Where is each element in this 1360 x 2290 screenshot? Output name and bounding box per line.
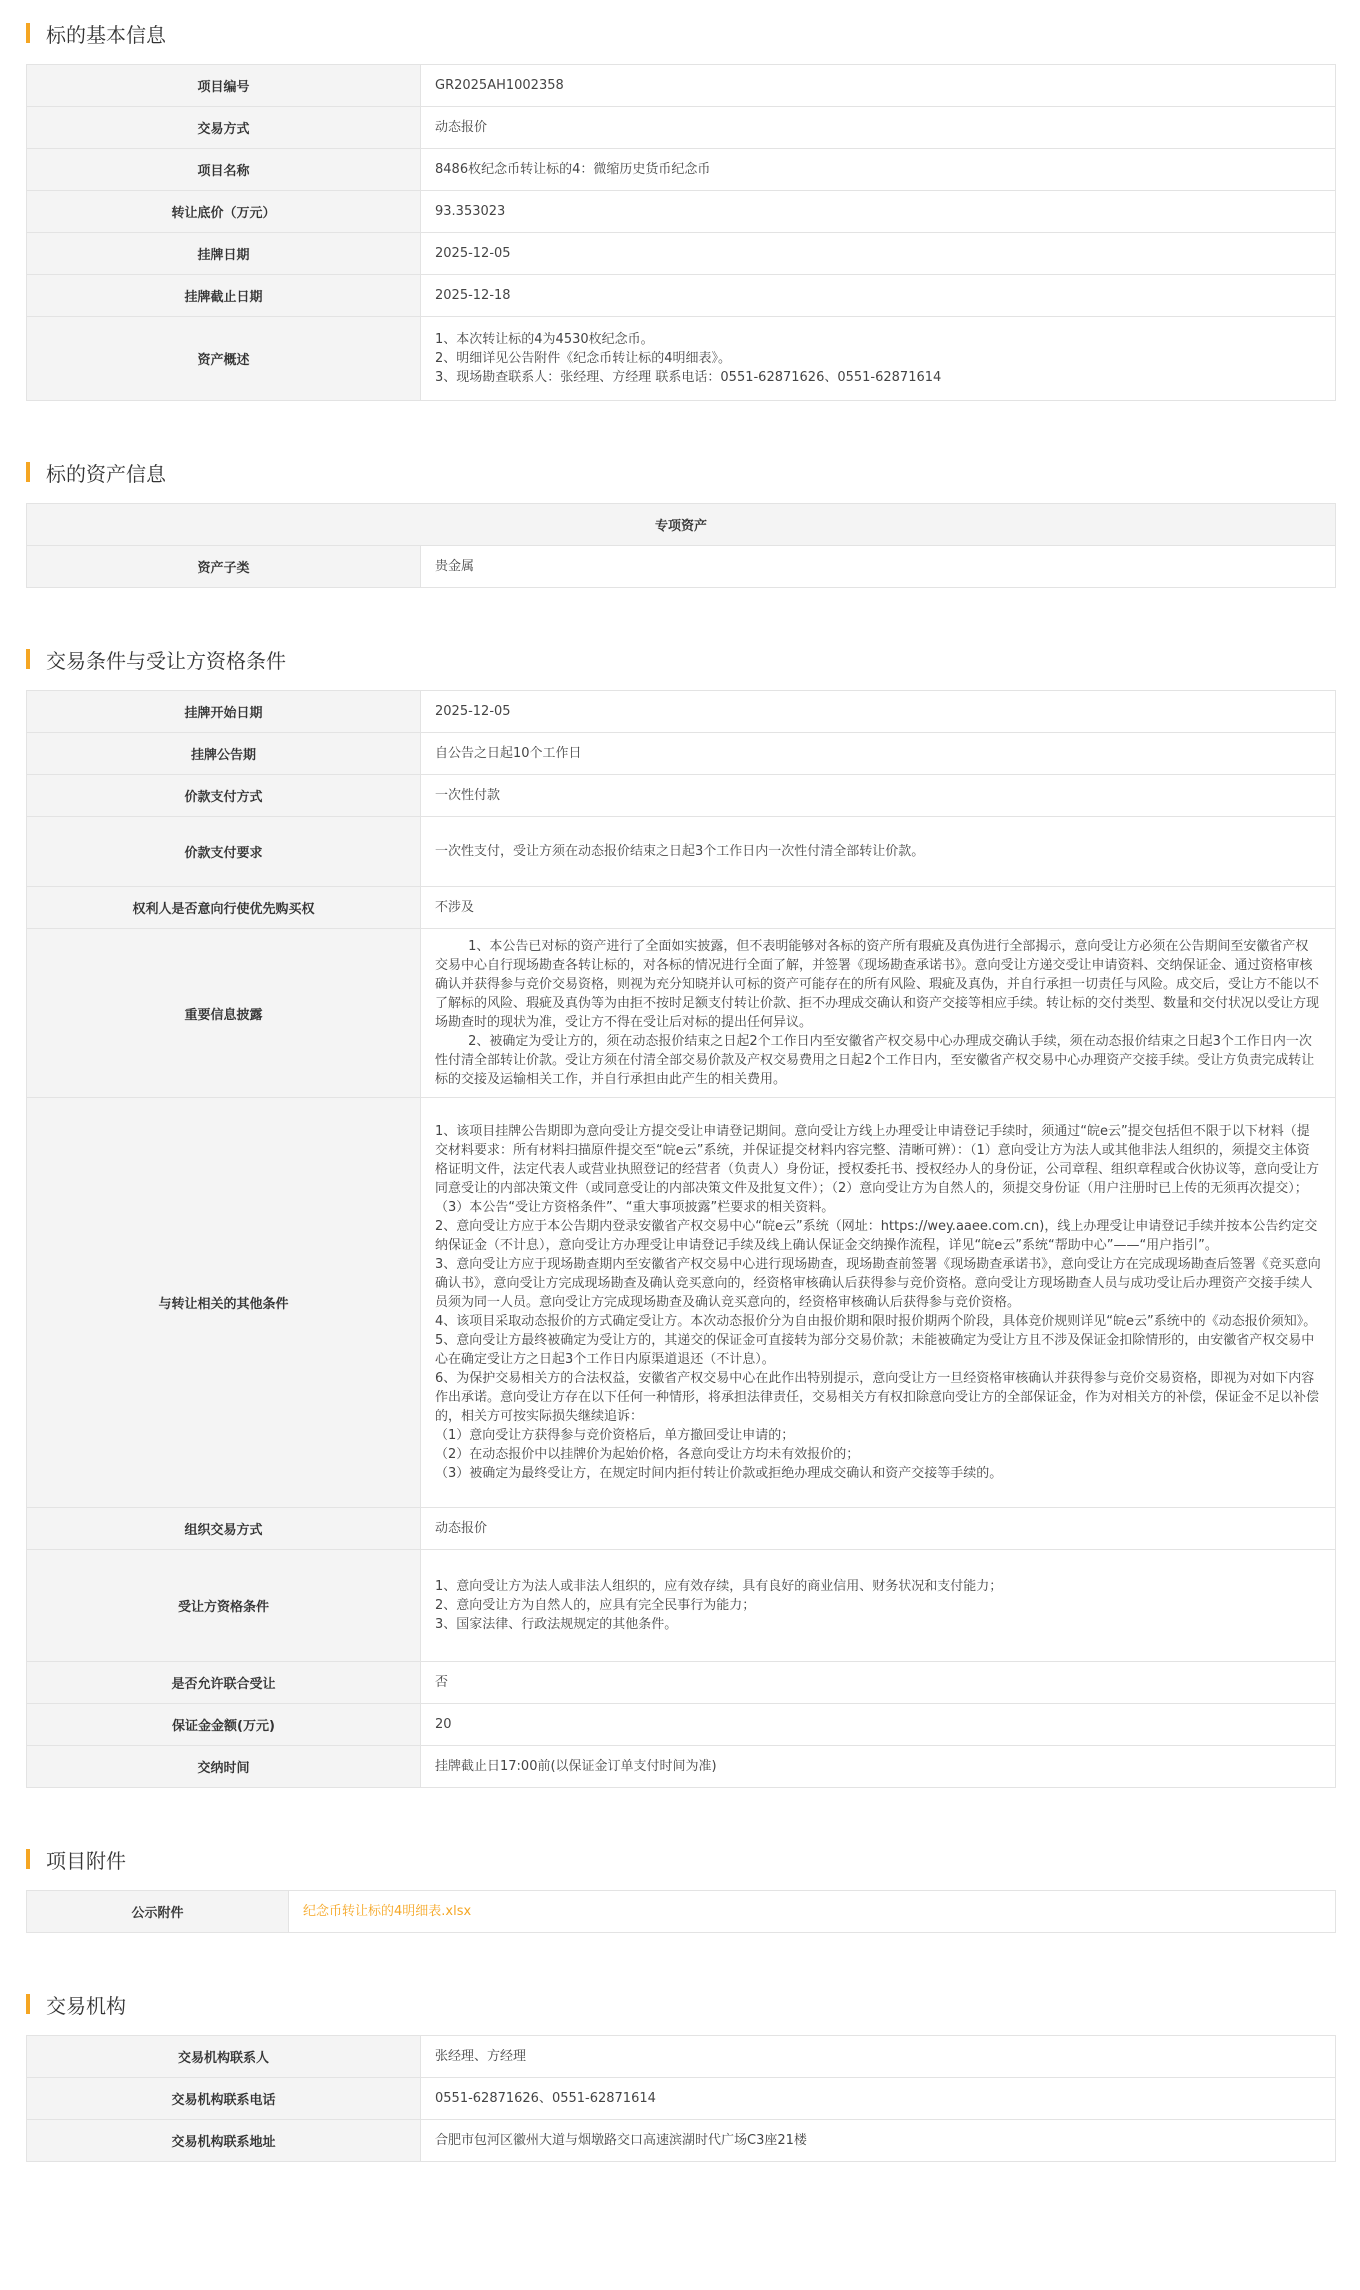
row-value: 动态报价 xyxy=(421,1508,1336,1550)
table-row xyxy=(27,929,1336,1098)
table-row xyxy=(27,691,1336,733)
row-label: 保证金金额(万元) xyxy=(27,1704,421,1746)
row-value: 0551-62871626、0551-62871614 xyxy=(421,2078,1336,2120)
attachment-link[interactable]: 纪念币转让标的4明细表.xlsx xyxy=(303,1904,472,1919)
conditions-table xyxy=(26,690,1336,1788)
row-value: 1、本公告已对标的资产进行了全面如实披露，但不表明能够对各标的资产所有瑕疵及真伪进行全部揭示，意向受让方必须在公告期间至安徽省产权交易中心自行现场勘查各转让标的，对各标的情况进行全面了解，并签署《现场勘查承诺书》。意向受让方递交受让申请资料、交纳保证金、通过资格审核确认并获得参与竞价交易资格，则视为充分知晓并认可标的资产可能存在的所有风险、瑕疵及真伪，并自行承担一切责任与风险。成交后，受让方不能以不了解标的风险、瑕疵及真伪等为由拒不按时足额支付转让价款、拒不办理成交确认和资产交接等相应手续。转让标的交付类型、数量和交付状况以受让方现场勘查时的现状为准，受让方不得在受让后对标的提出任何异议。 2、被确定为受让方的，须在动态报价结束之日起2个工作日内至安徽省产权交易中心办理成交确认手续，须在动态报价结束之日起3个工作日内一次性付清全部转让价款。受让方须在付清全部交易价款及产权交易费用之日起2个工作日内，至安徽省产权交易中心办理资产交接手续。受让方负责完成转让标的交接及运输相关工作，并自行承担由此产生的相关费用。 xyxy=(421,929,1336,1098)
table-row xyxy=(27,2078,1336,2120)
row-value: 贵金属 xyxy=(421,546,1336,588)
table-row xyxy=(27,2120,1336,2162)
table-row xyxy=(27,1550,1336,1662)
row-value: 1、该项目挂牌公告期即为意向受让方提交受让申请登记期间。意向受让方线上办理受让申请登记手续时，须通过“皖e云”提交包括但不限于以下材料（提交材料要求：所有材料扫描原件提交至“皖e云”系统，并保证提交材料内容完整、清晰可辨）：（1）意向受让方为法人或其他非法人组织的，须提交主体资格证明文件，法定代表人或营业执照登记的经营者（负责人）身份证，授权委托书、授权经办人的身份证，公司章程、组织章程或合伙协议等，意向受让方同意受让的内部决策文件（或同意受让的内部决策文件及批复文件）；（2）意向受让方为自然人的，须提交身份证（用户注册时已上传的无须再次提交）；（3）本公告“受让方资格条件”、“重大事项披露”栏要求的相关资料。 2、意向受让方应于本公告期内登录安徽省产权交易中心“皖e云”系统（网址：https://wey.aaee.com.cn)，线上办理受让申请登记手续并按本公告约定交纳保证金（不计息），意向受让方办理受让申请登记手续及线上确认保证金交纳操作流程，详见“皖e云”系统“帮助中心”——“用户指引”。 3、意向受让方应于现场勘查期内至安徽省产权交易中心进行现场勘查，现场勘查前签署《现场勘查承诺书》，意向受让方在完成现场勘查后签署《竞买意向确认书》，意向受让方完成现场勘查及确认竞买意向的，经资格审核确认后获得参与竞价资格。意向受让方现场勘查人员与成功受让后办理资产交接手续人员须为同一人员。意向受让方完成现场勘查及确认竞买意向的，经资格审核确认后获得参与竞价资格。 4、该项目采取动态报价的方式确定受让方。本次动态报价分为自由报价期和限时报价期两个阶段，具体竞价规则详见“皖e云”系统中的《动态报价须知》。 5、意向受让方最终被确定为受让方的，其递交的保证金可直接转为部分交易价款；未能被确定为受让方且不涉及保证金扣除情形的，由安徽省产权交易中心在确定受让方之日起3个工作日内原渠道退还（不计息）。 6、为保护交易相关方的合法权益，安徽省产权交易中心在此作出特别提示，意向受让方一旦经资格审核确认并获得参与竞价交易资格，即视为对如下内容作出承诺。意向受让方存在以下任何一种情形，将承担法律责任，交易相关方有权扣除意向受让方的全部保证金，作为对相关方的补偿，保证金不足以补偿的，相关方可按实际损失继续追诉： （1）意向受让方获得参与竞价资格后，单方撤回受让申请的； （2）在动态报价中以挂牌价为起始价格，各意向受让方均未有效报价的； （3）被确定为最终受让方，在规定时间内拒付转让价款或拒绝办理成交确认和资产交接等手续的。 xyxy=(421,1098,1336,1508)
table-row xyxy=(27,1098,1336,1508)
section-marker xyxy=(26,23,30,43)
attachments-table xyxy=(26,1890,1336,1933)
row-label: 挂牌日期 xyxy=(27,233,421,275)
table-row xyxy=(27,1662,1336,1704)
table-header-row xyxy=(27,504,1336,546)
table-row xyxy=(27,233,1336,275)
section-title: 标的基本信息 xyxy=(46,22,166,47)
row-value: 否 xyxy=(421,1662,1336,1704)
row-label: 是否允许联合受让 xyxy=(27,1662,421,1704)
row-value: 1、本次转让标的4为4530枚纪念币。 2、明细详见公告附件《纪念币转让标的4明细表》。 3、现场勘查联系人：张经理、方经理 联系电话：0551-62871626、0551-62871614 xyxy=(421,317,1336,401)
section-basic-header xyxy=(26,22,1340,47)
row-value: 一次性付款 xyxy=(421,775,1336,817)
row-value: 20 xyxy=(421,1704,1336,1746)
row-value: 2025-12-05 xyxy=(421,233,1336,275)
row-label: 转让底价（万元） xyxy=(27,191,421,233)
row-value: 1、意向受让方为法人或非法人组织的，应有效存续，具有良好的商业信用、财务状况和支付能力； 2、意向受让方为自然人的，应具有完全民事行为能力； 3、国家法律、行政法规规定的其他条件。 xyxy=(421,1550,1336,1662)
row-label: 价款支付要求 xyxy=(27,817,421,887)
table-row xyxy=(27,149,1336,191)
agency-table xyxy=(26,2035,1336,2162)
row-label: 与转让相关的其他条件 xyxy=(27,1098,421,1508)
row-value: 自公告之日起10个工作日 xyxy=(421,733,1336,775)
row-label: 交纳时间 xyxy=(27,1746,421,1788)
row-label: 公示附件 xyxy=(27,1891,289,1933)
section-title: 交易机构 xyxy=(46,1993,126,2018)
row-value: 93.353023 xyxy=(421,191,1336,233)
row-label: 资产概述 xyxy=(27,317,421,401)
row-value: 挂牌截止日17:00前(以保证金订单支付时间为准) xyxy=(421,1746,1336,1788)
row-label: 价款支付方式 xyxy=(27,775,421,817)
row-label: 挂牌公告期 xyxy=(27,733,421,775)
table-row xyxy=(27,1891,1336,1933)
row-value: GR2025AH1002358 xyxy=(421,65,1336,107)
page xyxy=(0,22,1360,2162)
table-row xyxy=(27,2036,1336,2078)
row-value: 合肥市包河区徽州大道与烟墩路交口高速滨湖时代广场C3座21楼 xyxy=(421,2120,1336,2162)
table-row xyxy=(27,1746,1336,1788)
table-row xyxy=(27,1508,1336,1550)
row-value: 2025-12-18 xyxy=(421,275,1336,317)
table-row xyxy=(27,546,1336,588)
table-row xyxy=(27,191,1336,233)
section-attachments-header xyxy=(26,1848,1340,1873)
section-marker xyxy=(26,1849,30,1869)
row-label: 挂牌截止日期 xyxy=(27,275,421,317)
asset-info-table xyxy=(26,503,1336,588)
table-row xyxy=(27,65,1336,107)
row-label: 资产子类 xyxy=(27,546,421,588)
section-marker xyxy=(26,1994,30,2014)
row-value: 不涉及 xyxy=(421,887,1336,929)
row-value: 一次性支付，受让方须在动态报价结束之日起3个工作日内一次性付清全部转让价款。 xyxy=(421,817,1336,887)
section-agency-header xyxy=(26,1993,1340,2018)
section-title: 交易条件与受让方资格条件 xyxy=(46,648,286,673)
attachment-cell xyxy=(289,1891,1336,1933)
row-label: 交易机构联系地址 xyxy=(27,2120,421,2162)
table-row xyxy=(27,775,1336,817)
table-row xyxy=(27,107,1336,149)
row-value: 张经理、方经理 xyxy=(421,2036,1336,2078)
row-label: 组织交易方式 xyxy=(27,1508,421,1550)
section-asset-header xyxy=(26,461,1340,486)
table-row xyxy=(27,887,1336,929)
row-label: 项目名称 xyxy=(27,149,421,191)
table-row xyxy=(27,817,1336,887)
row-label: 交易机构联系电话 xyxy=(27,2078,421,2120)
section-title: 标的资产信息 xyxy=(46,461,166,486)
row-label: 权利人是否意向行使优先购买权 xyxy=(27,887,421,929)
table-row xyxy=(27,275,1336,317)
section-title: 项目附件 xyxy=(46,1848,126,1873)
row-label: 受让方资格条件 xyxy=(27,1550,421,1662)
row-value: 2025-12-05 xyxy=(421,691,1336,733)
section-marker xyxy=(26,462,30,482)
row-label: 项目编号 xyxy=(27,65,421,107)
section-marker xyxy=(26,649,30,669)
asset-type-header: 专项资产 xyxy=(27,504,1336,546)
table-row xyxy=(27,1704,1336,1746)
table-row xyxy=(27,733,1336,775)
row-label: 挂牌开始日期 xyxy=(27,691,421,733)
row-label: 重要信息披露 xyxy=(27,929,421,1098)
row-label: 交易方式 xyxy=(27,107,421,149)
section-conditions-header xyxy=(26,648,1340,673)
row-label: 交易机构联系人 xyxy=(27,2036,421,2078)
row-value: 动态报价 xyxy=(421,107,1336,149)
table-row xyxy=(27,317,1336,401)
row-value: 8486枚纪念币转让标的4：微缩历史货币纪念币 xyxy=(421,149,1336,191)
basic-info-table xyxy=(26,64,1336,401)
